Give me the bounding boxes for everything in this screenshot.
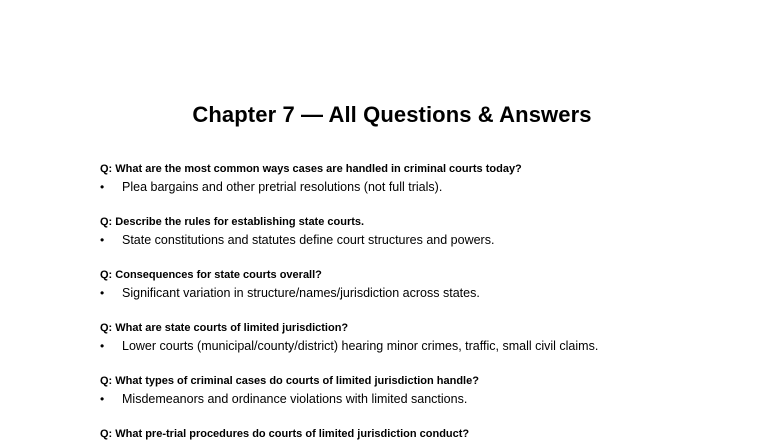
- qa-item: [100, 426, 760, 441]
- answer-text: Lower courts (municipal/county/district) hearing minor crimes, traffic, small civil claims.: [122, 339, 599, 353]
- answer-text: Misdemeanors and ordinance violations with limited sanctions.: [122, 392, 468, 406]
- bullet-icon: •: [100, 339, 105, 353]
- bullet-icon: •: [100, 392, 105, 406]
- answer-text: State constitutions and statutes define court structures and powers.: [122, 233, 495, 247]
- answer-item: [100, 390, 760, 409]
- qa-list: [100, 161, 760, 441]
- qa-item: [100, 320, 760, 373]
- bullet-icon: •: [100, 233, 105, 247]
- bullet-icon: •: [100, 286, 105, 300]
- question-text: Q: What are state courts of limited jurisdiction?: [100, 322, 349, 334]
- question-text: Q: Consequences for state courts overall?: [100, 269, 322, 281]
- page-title: Chapter 7 — All Questions & Answers: [192, 102, 592, 127]
- answer-item: [100, 284, 760, 303]
- answer-item: [100, 178, 760, 197]
- answer-item: [100, 337, 760, 356]
- question-text: Q: What pre-trial procedures do courts of limited jurisdiction conduct?: [100, 428, 470, 440]
- answer-text: Plea bargains and other pretrial resolutions (not full trials).: [122, 180, 443, 194]
- question-text: Q: What are the most common ways cases are handled in criminal courts today?: [100, 163, 522, 175]
- answer-item: [100, 231, 760, 250]
- qa-item: [100, 267, 760, 320]
- question-text: Q: Describe the rules for establishing state courts.: [100, 216, 365, 228]
- question-text: Q: What types of criminal cases do courts of limited jurisdiction handle?: [100, 375, 479, 387]
- answer-text: Significant variation in structure/names/jurisdiction across states.: [122, 286, 480, 300]
- qa-item: [100, 373, 760, 426]
- qa-item: [100, 214, 760, 267]
- qa-item: [100, 161, 760, 214]
- bullet-icon: •: [100, 180, 105, 194]
